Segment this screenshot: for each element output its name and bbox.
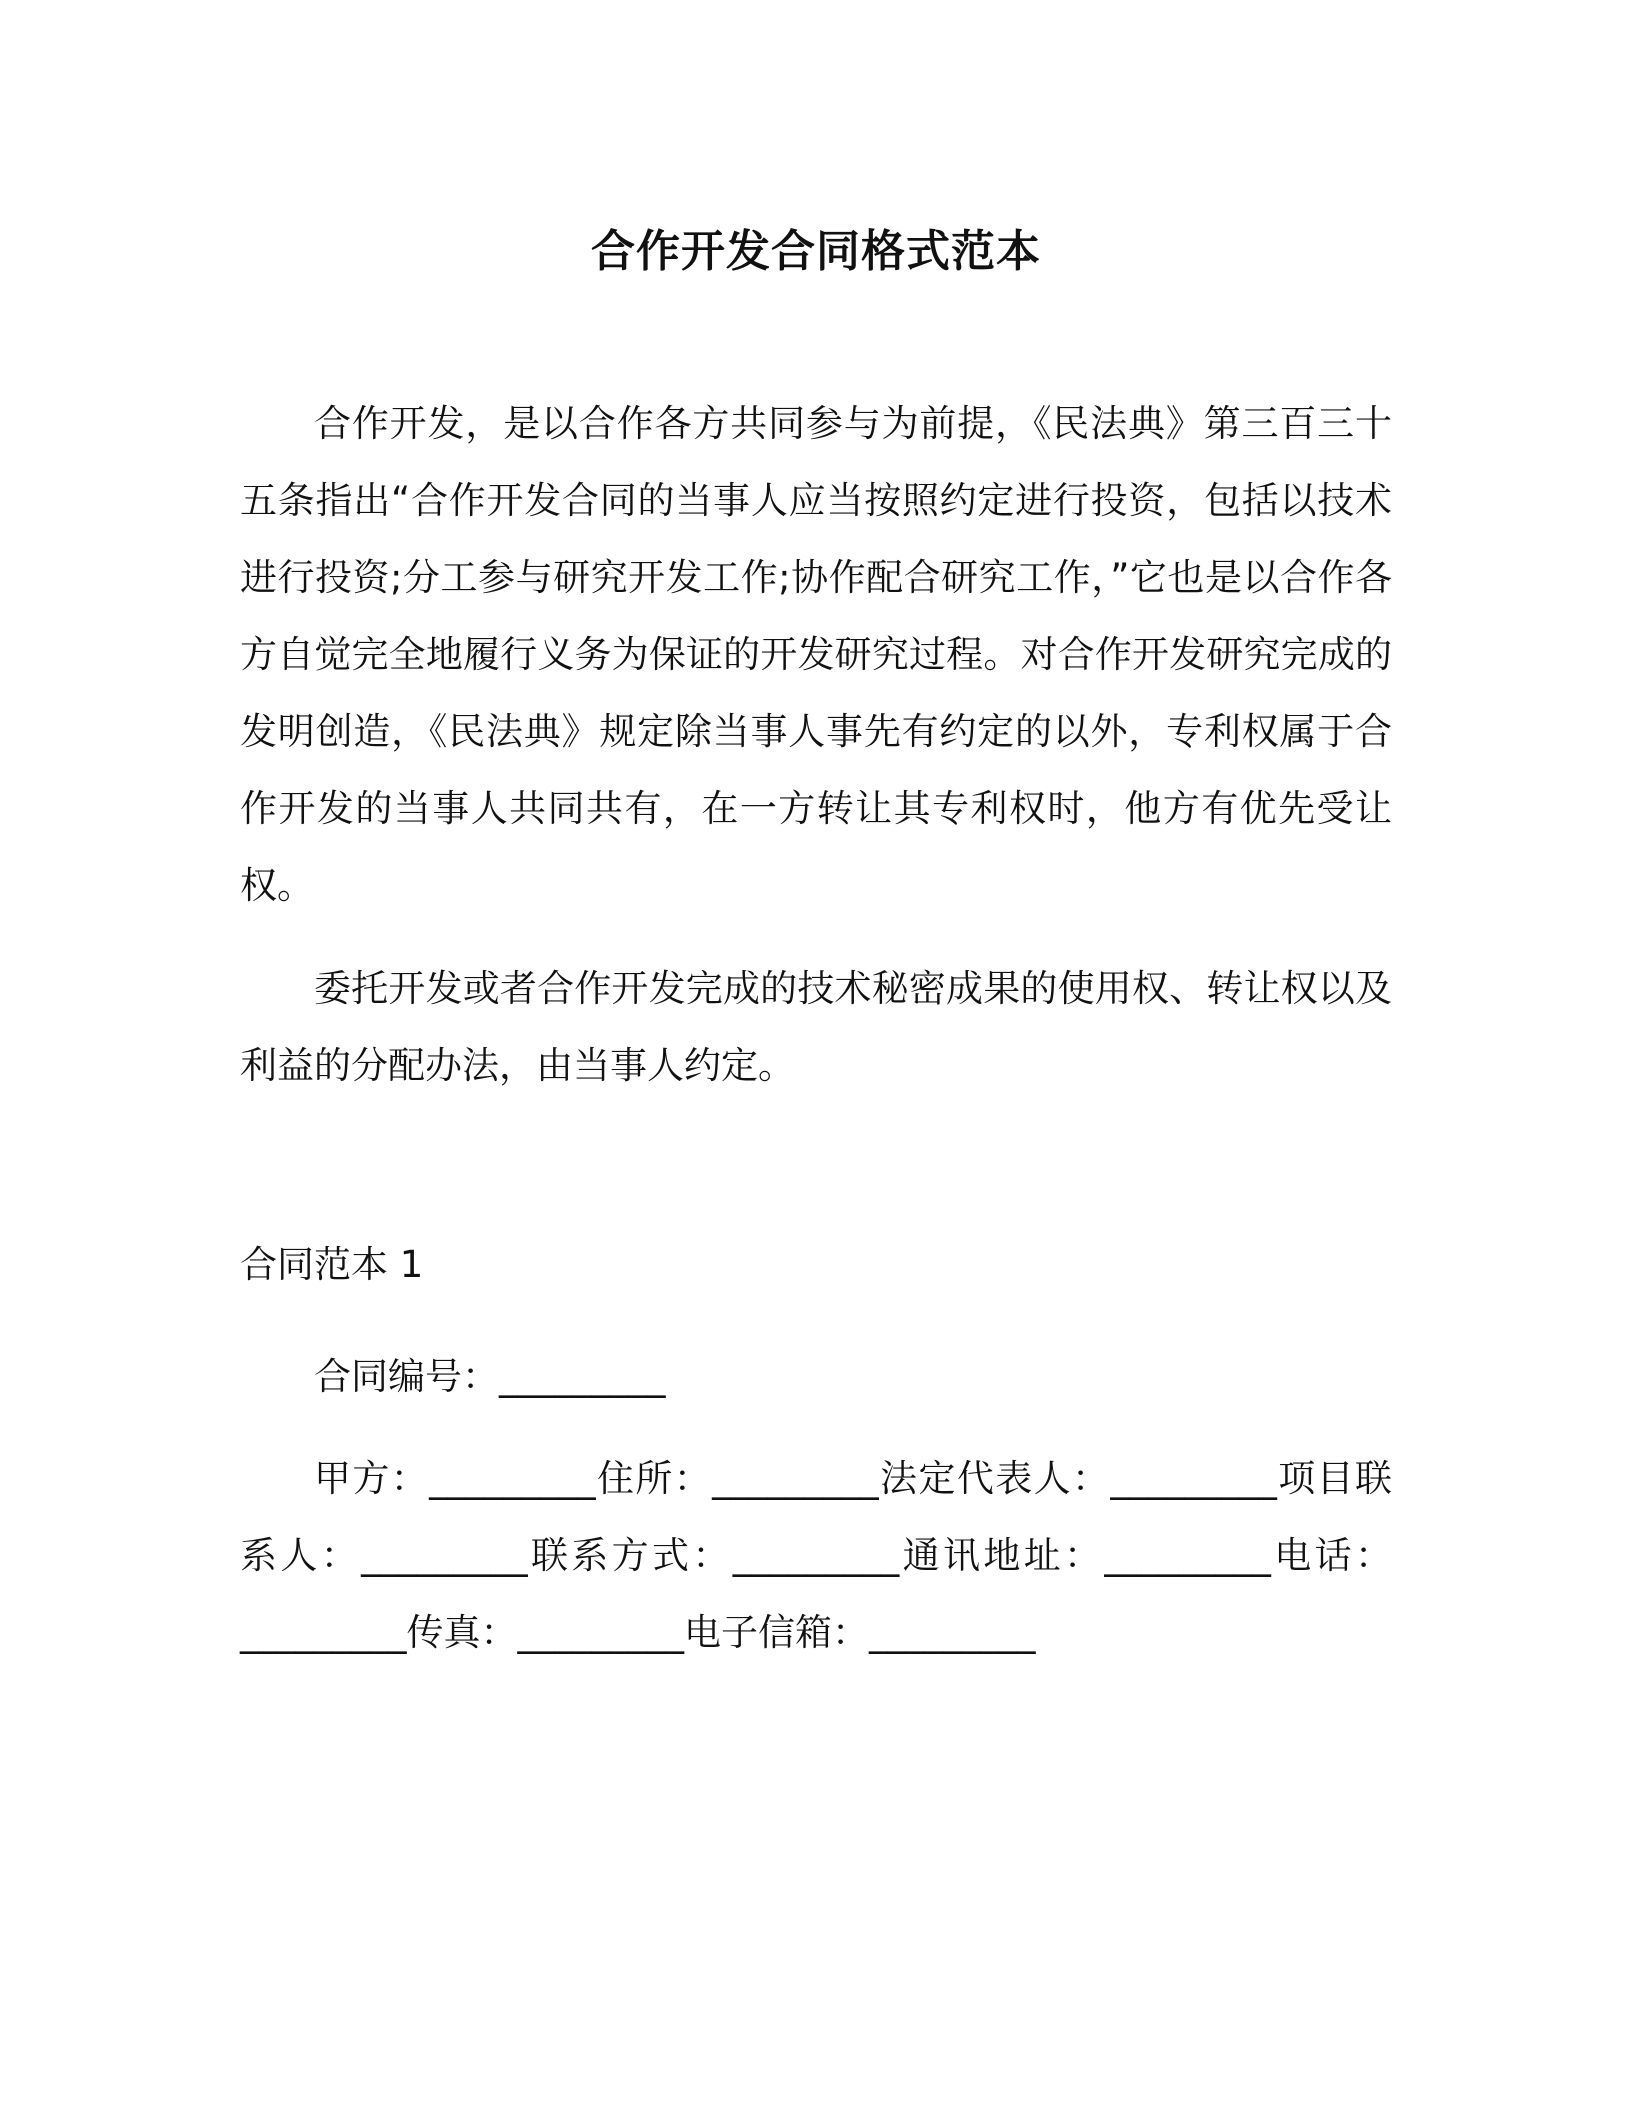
intro-paragraph: 合作开发，是以合作各方共同参与为前提，《民法典》第三百三十五条指出“合作开发合同的当事人应当按照约定进行投资，包括以技术进行投资;分工参与研究开发工作;协作配合研究工作，”它也是以合作各方自觉完全地履行义务为保证的开发研究过程。对合作开发研究完成的发明创造，《民法典》规定除当事人事先有约定的以外，专利权属于合作开发的当事人共同共有，在一方转让其专利权时，他方有优先受让权。 — [240, 402, 1392, 907]
contract-number-line: 合同编号：_________ — [314, 1355, 666, 1398]
section-heading: 合同范本 1 — [240, 1243, 424, 1286]
party-a-info: 甲方：_________住所：_________法定代表人：_________项目联系人：_________联系方式：_________通讯地址：_________电话：_________传真：_________电子信箱：_________ — [240, 1457, 1392, 1654]
document-title: 合作开发合同格式范本 — [591, 226, 1041, 277]
ownership-paragraph: 委托开发或者合作开发完成的技术秘密成果的使用权、转让权以及利益的分配办法，由当事人约定。 — [240, 967, 1392, 1087]
